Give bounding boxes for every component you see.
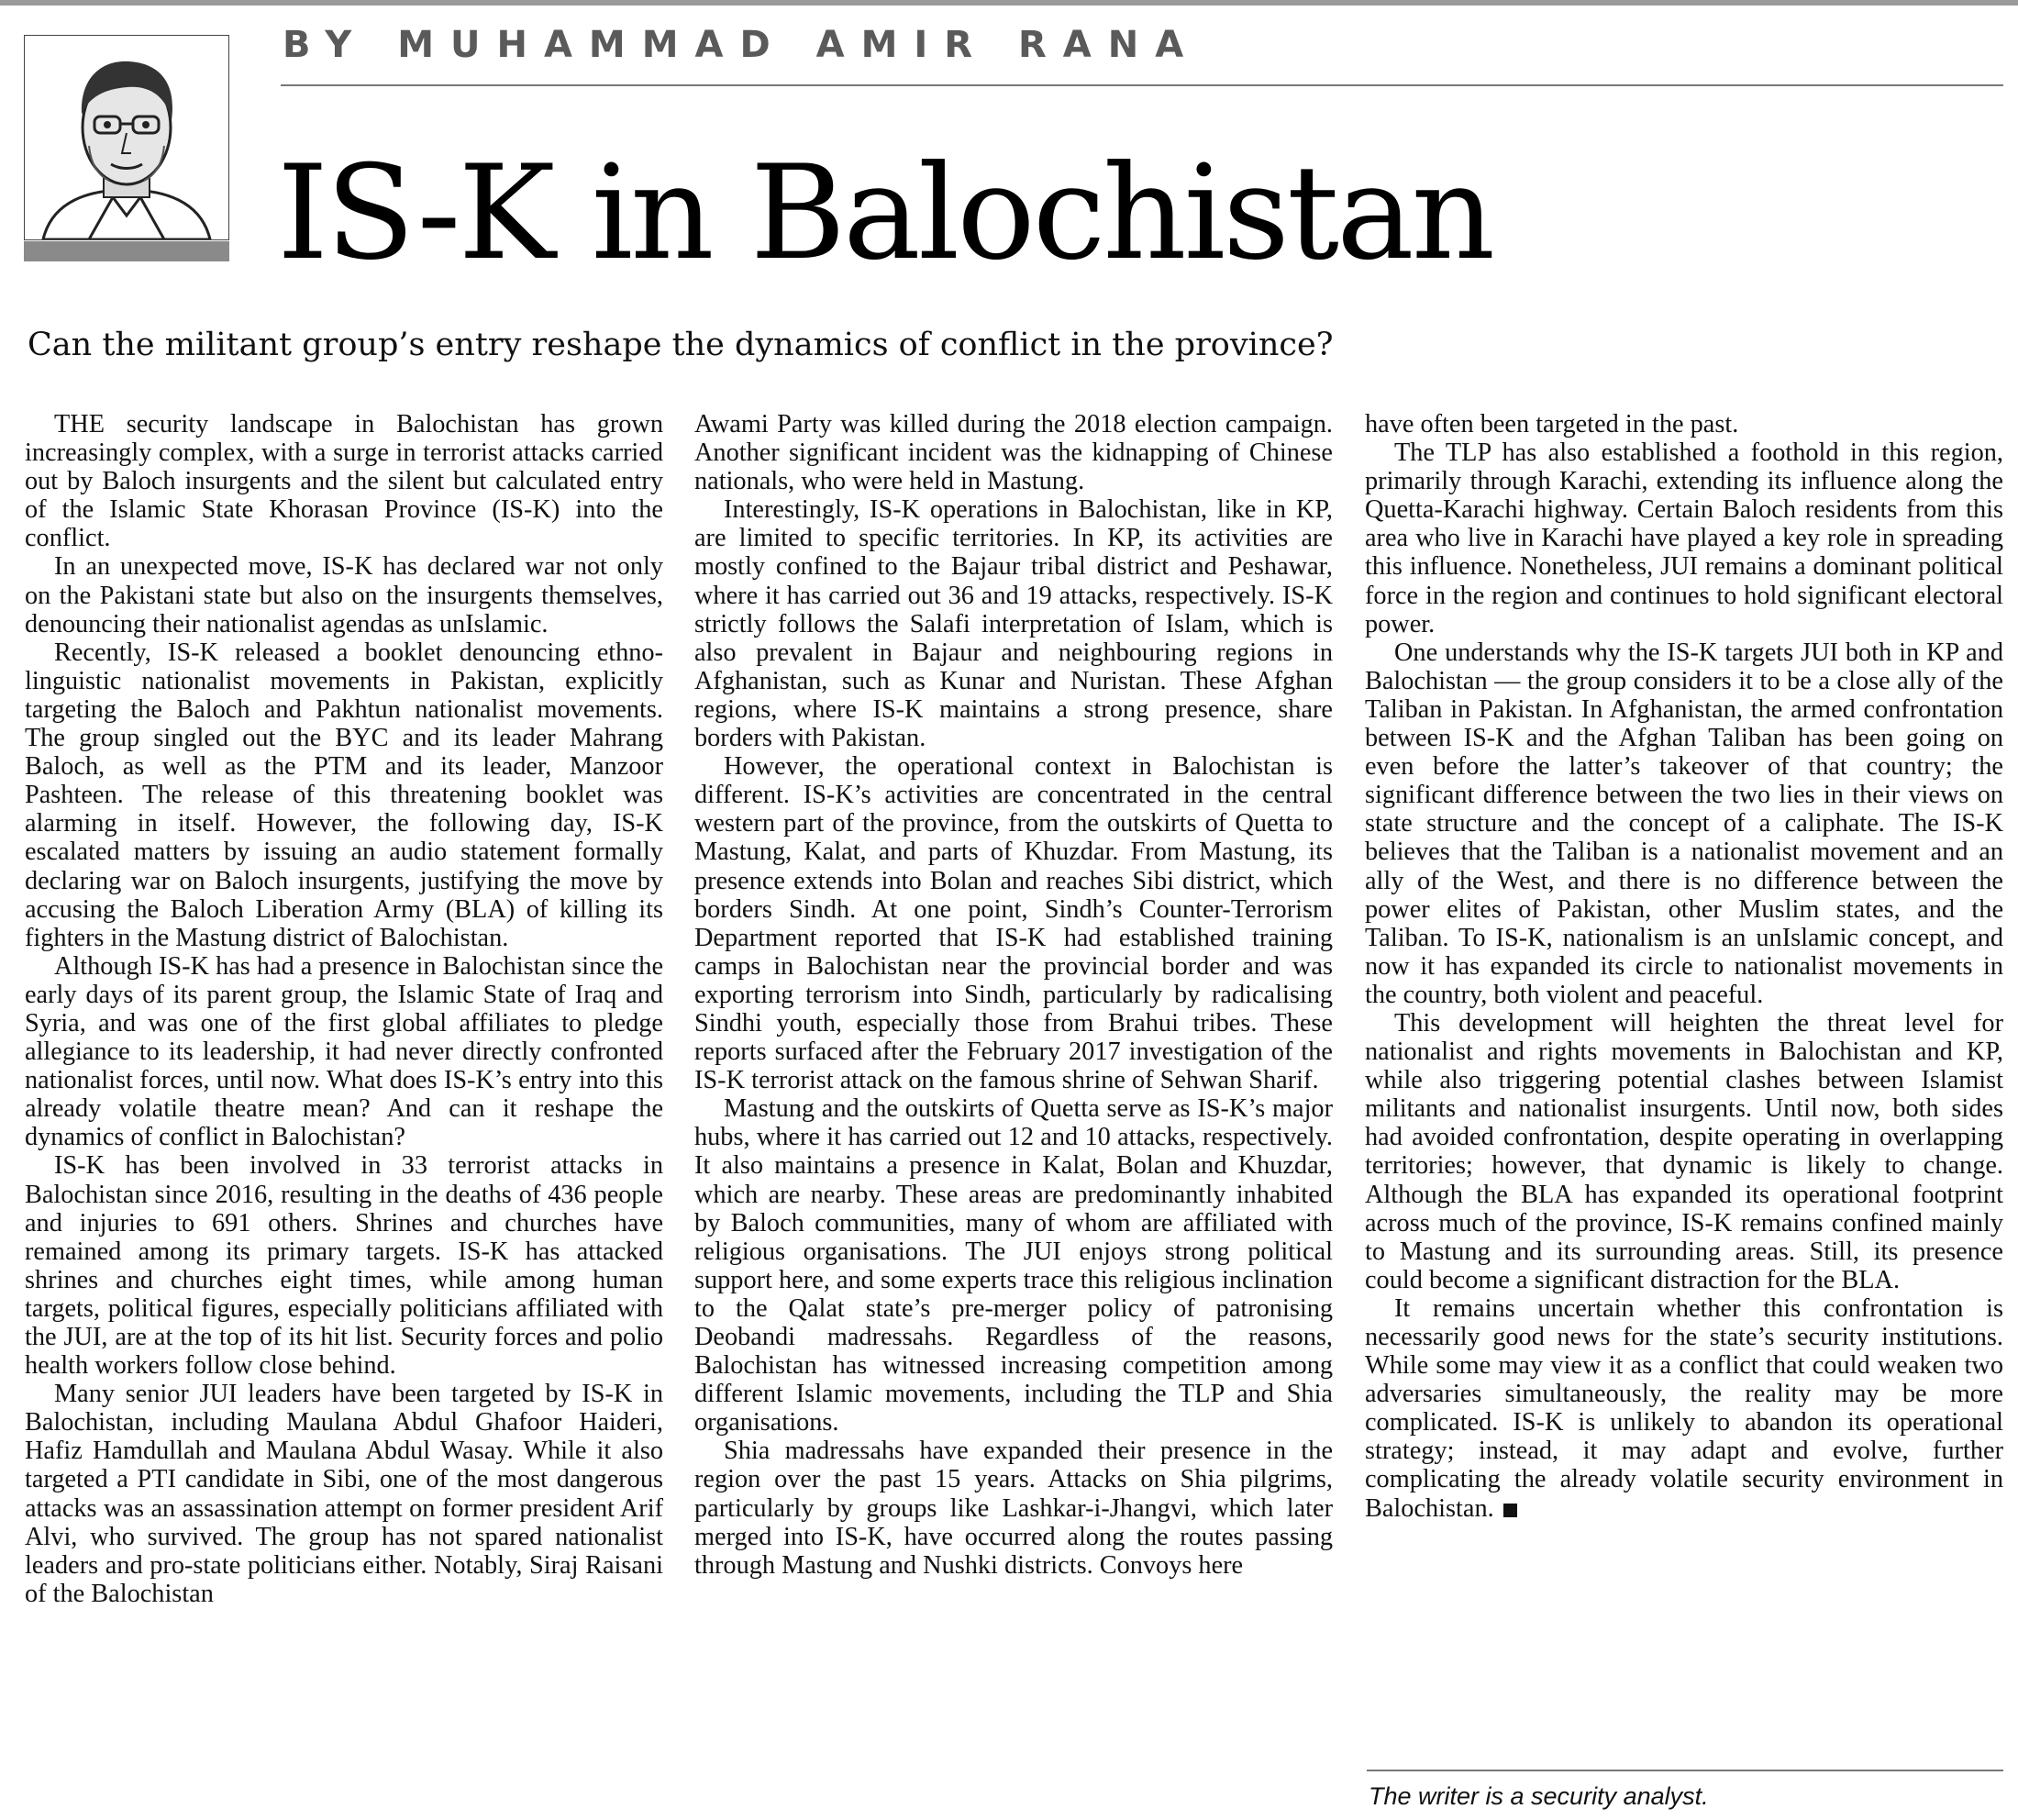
byline-rule	[281, 84, 2003, 86]
paragraph: This development will heighten the threat level for nationalist and rights movements in Balochistan and KP, while also triggering potential clashes between Islamist militants and nationalist insurgents. Until now, both sides had avoided confrontation, despite operating in overlapping territories; however, that dynamic is likely to change. Although the BLA has expanded its operational footprint across much of the province, IS-K remains confined mainly to Mastung and its surrounding areas. Still, its presence could become a significant distraction for the BLA.	[1365, 1008, 2003, 1294]
author-note: The writer is a security analyst.	[1369, 1782, 1709, 1810]
byline: BY MUHAMMAD AMIR RANA	[283, 24, 1201, 66]
paragraph: IS-K has been involved in 33 terrorist attacks in Balochistan since 2016, resulting in the deaths of 436 people and injuries to 691 others. Shrines and churches have remained among its primary targets. IS-K has attacked shrines and churches eight times, while among human targets, political figures, especially politicians affiliated with the JUI, are at the top of its hit list. Security forces and polio health workers follow close behind.	[25, 1151, 663, 1381]
paragraph: Interestingly, IS-K operations in Balochistan, like in KP, are limited to specific territories. In KP, its activities are mostly confined to the Bajaur tribal district and Peshawar, where it has carried out 36 and 19 attacks, respectively. IS-K strictly follows the Salafi interpretation of Islam, which is also prevalent in Bajaur and neighbouring regions in Afghanistan, such as Kunar and Nuristan. These Afghan regions, where IS-K maintains a strong presence, share borders with Pakistan.	[694, 495, 1333, 753]
paragraph: However, the operational context in Balochistan is different. IS-K’s activities are concentrated in the central western part of the province, from the outskirts of Quetta to Mastung, Kalat, and parts of Khuzdar. From Mastung, its presence extends into Bolan and reaches Sibi district, which borders Sindh. At one point, Sindh’s Counter-Terrorism Department reported that IS-K had established training camps in Balochistan near the provincial border and was exporting terrorism into Sindh, particularly by radicalising Sindhi youth, especially those from Brahui tribes. These reports surfaced after the February 2017 investigation of the IS-K terrorist attack on the famous shrine of Sehwan Sharif.	[694, 752, 1333, 1095]
paragraph: In an unexpected move, IS-K has declared war not only on the Pakistani state but also on the insurgents themselves, denouncing their nationalist agendas as unIslamic.	[25, 552, 663, 638]
paragraph: Although IS-K has had a presence in Balochistan since the early days of its parent group, the Islamic State of Iraq and Syria, and was one of the first global affiliates to pledge allegiance to its leadership, it had never directly confronted nationalist forces, until now. What does IS-K’s entry into this already volatile theatre mean? And can it reshape the dynamics of conflict in Balochistan?	[25, 951, 664, 1152]
paragraph: Shia madressahs have expanded their presence in the region over the past 15 years. Attacks on Shia pilgrims, particularly by groups like Lashkar-i-Jhangvi, which later merged into IS-K, have occurred along the routes passing through Mastung and Nushki districts. Convoys here	[694, 1437, 1333, 1580]
paragraph-text: It remains uncertain whether this confrontation is necessarily good news for the state’s security institutions. While some may view it as a conflict that could weaken two adversaries simultaneously, the reality may be more complicated. IS-K is unlikely to abandon its operational strategy; instead, it may adapt and evolve, further complicating the already volatile security environment in Balochistan.	[1365, 1293, 2003, 1523]
footer-rule	[1367, 1770, 2003, 1771]
paragraph: Mastung and the outskirts of Quetta serve as IS-K’s major hubs, where it has carried out 12 and 10 attacks, respectively. It also maintains a presence in Kalat, Bolan and Khuzdar, which are nearby. These areas are predominantly inhabited by Baloch communities, many of whom are affiliated with religious organisations. The JUI enjoys strong political support here, and some experts trace this religious inclination to the Qalat state’s pre-merger policy of patronising Deobandi madressahs. Regardless of the reasons, Balochistan has witnessed increasing competition among different Islamic movements, including the TLP and Shia organisations.	[694, 1094, 1333, 1437]
paragraph: have often been targeted in the past.	[1365, 410, 1739, 438]
paragraph: One understands why the IS-K targets JUI both in KP and Balochistan — the group considers it to be a close ally of the Taliban in Pakistan. In Afghanistan, the armed confrontation between IS-K and the Afghan Taliban has been going on even before the latter’s takeover of that country; the significant difference between the two lies in their views on state structure and the concept of a caliphate. The IS-K believes that the Taliban is a nationalist movement and an ally of the West, and there is no difference between the power elites of Pakistan, other Muslim states, and the Taliban. To IS-K, nationalism is an unIslamic concept, and now it has expanded its circle to nationalist movements in the country, both violent and peaceful.	[1365, 638, 2003, 1009]
paragraph: Many senior JUI leaders have been targeted by IS-K in Balochistan, including Maulana Abdul Ghafoor Haideri, Hafiz Hamdullah and Maulana Abdul Wasay. While it also targeted a PTI candidate in Sibi, one of the most dangerous attacks was an assassination attempt on former president Arif Alvi, who survived. The group has not spared nationalist leaders and pro-state politicians either. Notably, Siraj Raisani of the Balochistan	[25, 1380, 663, 1608]
author-portrait-icon	[25, 36, 228, 239]
subheadline: Can the militant group’s entry reshape the dynamics of conflict in the province?	[28, 327, 1334, 363]
top-rule	[0, 0, 2018, 6]
paragraph: The TLP has also established a foothold in this region, primarily through Karachi, extending its influence along the Quetta-Karachi highway. Certain Baloch residents from this area who live in Karachi have played a key role in spreading this influence. Nonetheless, JUI remains a dominant political force in the region and continues to hold significant electoral power.	[1365, 438, 2003, 638]
paragraph: THE security landscape in Balochistan has grown increasingly complex, with a surge in terrorist attacks carried out by Baloch insurgents and the silent but calculated entry of the Islamic State Khorasan Province (IS-K) into the conflict.	[25, 410, 663, 553]
article-column-2	[694, 410, 1333, 1580]
article-column-1	[25, 410, 663, 1608]
end-mark-icon	[1503, 1504, 1517, 1517]
headline: IS-K in Balochistan	[277, 138, 1493, 289]
portrait-bar	[24, 241, 229, 261]
article-column-3	[1365, 410, 2003, 1523]
paragraph-final	[1365, 1294, 2003, 1523]
paragraph: Recently, IS-K released a booklet denouncing ethno-linguistic nationalist movements in Pakistan, explicitly targeting the Baloch and Pakhtun nationalist movements. The group singled out the BYC and its leader Mahrang Baloch, as well as the PTM and its leader, Manzoor Pashteen. The release of this threatening booklet was alarming in itself. However, the following day, IS-K escalated matters by issuing an audio statement formally declaring war on Baloch insurgents, justifying the move by accusing the Baloch Liberation Army (BLA) of killing its fighters in the Mastung district of Balochistan.	[25, 638, 663, 952]
author-portrait	[24, 35, 229, 240]
paragraph: Awami Party was killed during the 2018 election campaign. Another significant incident was the kidnapping of Chinese nationals, who were held in Mastung.	[694, 410, 1333, 496]
